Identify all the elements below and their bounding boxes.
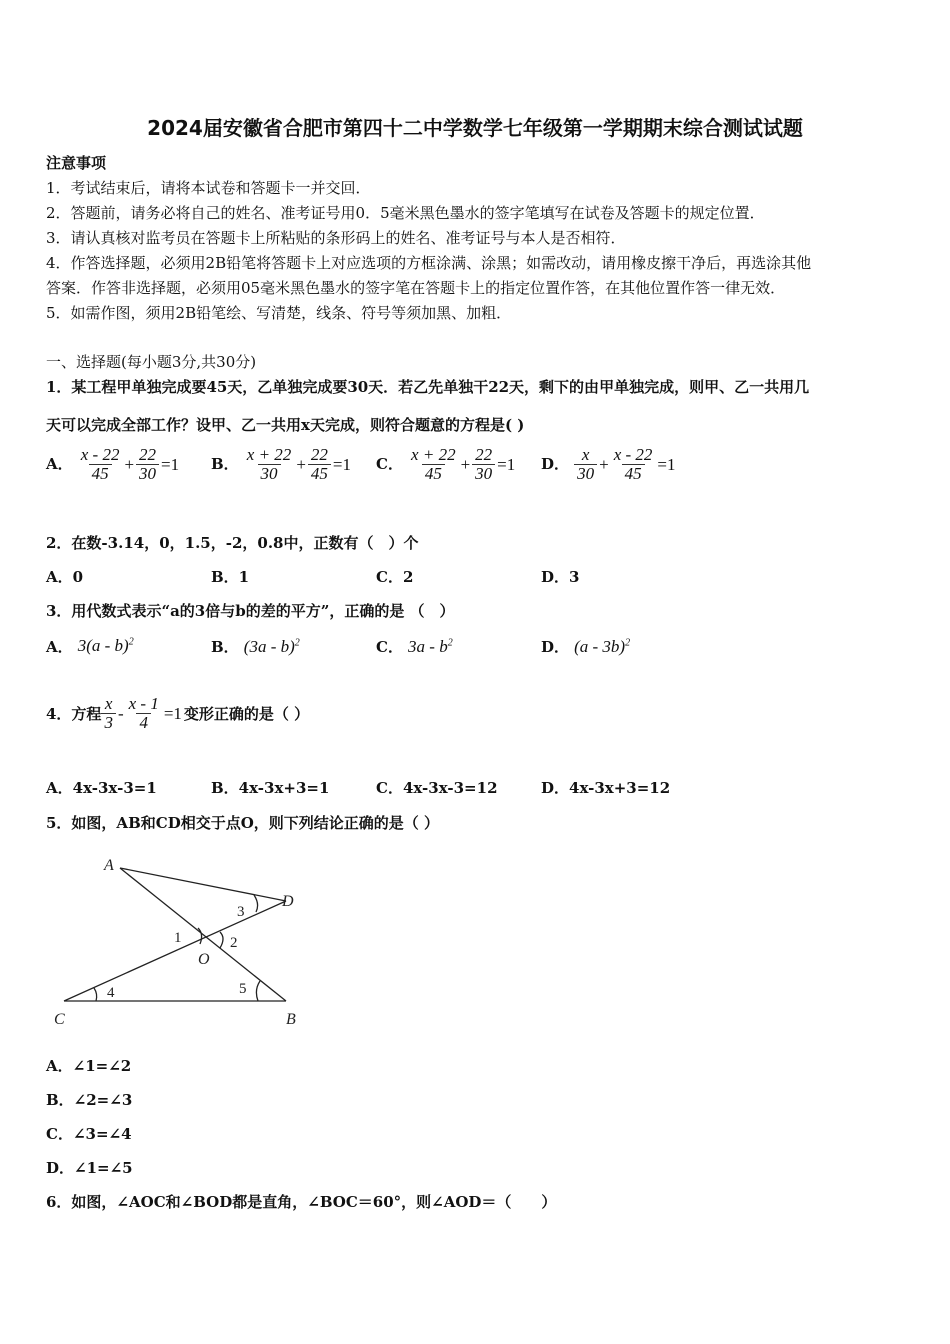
- q4-option-d[interactable]: D．4x-3x+3=12: [541, 779, 671, 797]
- option-label: B．: [211, 638, 239, 656]
- note-item: 2．答题前，请务必将自己的姓名、准考证号用0．5毫米黑色墨水的签字笔填写在试卷及答题卡的规定位置．: [46, 204, 765, 222]
- option-label: D．: [541, 638, 570, 656]
- fraction: $\frac{x + 22}{45}$: [411, 445, 456, 483]
- angle-label-3: 3: [237, 904, 245, 920]
- fraction: $\frac{22}{45}$: [308, 446, 331, 483]
- angle-label-2: 2: [230, 935, 238, 951]
- fraction: $\frac{22}{30}$: [472, 446, 495, 483]
- note-item: 答案．作答非选择题，必须用05毫米黑色墨水的签字笔在答题卡上的指定位置作答，在其他位置作答一律无效．: [46, 279, 786, 297]
- q5-option-d[interactable]: D．∠1=∠5: [46, 1159, 133, 1177]
- q1-option-c[interactable]: C． $\frac{x + 22}{45}$ + $\frac{22}{30}$ =1: [376, 445, 516, 483]
- q3-option-b[interactable]: [211, 636, 300, 657]
- angle-label-4: 4: [107, 985, 115, 1001]
- segment-ab: [120, 868, 286, 1001]
- fraction: $\frac{22}{30}$: [136, 446, 159, 483]
- q1-stem-line2: 天可以完成全部工作？设甲、乙一共用x天完成，则符合题意的方程是( ): [46, 416, 525, 434]
- note-item: 3．请认真核对监考员在答题卡上所粘贴的条形码上的姓名、准考证号与本人是否相符．: [46, 229, 626, 247]
- angle-label-1: 1: [174, 930, 182, 946]
- fraction: $\frac{x - 22}{45}$: [80, 445, 120, 483]
- page-title: 2024届安徽省合肥市第四十二中学数学七年级第一学期期末综合测试试题: [147, 116, 803, 140]
- q5-option-a[interactable]: A．∠1=∠2: [46, 1057, 132, 1075]
- q4-option-c[interactable]: C．4x-3x-3=12: [376, 779, 498, 797]
- q6-stem: 6．如图，∠AOC和∠BOD都是直角，∠BOC＝60°，则∠AOD＝（ ）: [46, 1193, 557, 1211]
- fraction: $\frac{x - 1}{4}$: [128, 694, 159, 732]
- option-label: C．: [376, 638, 403, 656]
- angle-arc-4: [94, 988, 97, 1001]
- expression: 3(a - b)$^2$: [77, 636, 134, 655]
- q4-stem: 4．方程 $\frac{x}{3}$ - $\frac{x - 1}{4}$ =1 变形正确的是（ ）: [46, 694, 310, 732]
- q4-option-b[interactable]: B．4x-3x+3=1: [211, 779, 330, 797]
- option-label: A．: [46, 455, 73, 473]
- segment-cd: [64, 901, 286, 1001]
- q2-option-a[interactable]: A．0: [46, 568, 84, 586]
- point-label-c: C: [54, 1011, 65, 1028]
- q2-option-d[interactable]: D．3: [541, 568, 580, 586]
- q3-stem: 3．用代数式表示“a的3倍与b的差的平方”，正确的是 （ ）: [46, 602, 455, 620]
- q4-option-a[interactable]: A．4x-3x-3=1: [46, 779, 157, 797]
- section-heading: 一、选择题(每小题3分,共30分): [46, 353, 257, 371]
- option-label: D．: [541, 455, 570, 473]
- point-label-a: A: [104, 857, 114, 874]
- segment-ad: [120, 868, 286, 901]
- angle-arc-2: [220, 932, 223, 948]
- option-label: B．: [211, 455, 239, 473]
- q3-option-d[interactable]: [541, 636, 630, 657]
- note-item: 1．考试结束后，请将本试卷和答题卡一并交回．: [46, 179, 371, 197]
- fraction: $\frac{x}{3}$: [101, 695, 116, 732]
- q3-option-a[interactable]: [46, 636, 134, 657]
- expression: $3a - b^2$: [408, 637, 453, 656]
- option-label: A．: [46, 638, 73, 656]
- fraction: $\frac{x + 22}{30}$: [246, 445, 292, 483]
- q1-stem-line1: 1．某工程甲单独完成要45天，乙单独完成要30天．若乙先单独干22天，剩下的由甲单独完成，则甲、乙一共用几: [46, 378, 810, 396]
- option-label: C．: [376, 455, 403, 473]
- q2-option-c[interactable]: C．2: [376, 568, 414, 586]
- q5-option-c[interactable]: C．∠3=∠4: [46, 1125, 132, 1143]
- point-label-o: O: [198, 951, 210, 968]
- note-item: 4．作答选择题，必须用2B铅笔将答题卡上对应选项的方框涂满、涂黑；如需改动，请用橡皮擦干净后，再选涂其他: [46, 254, 812, 272]
- q5-figure: [50, 852, 320, 1032]
- notes-heading: 注意事项: [46, 154, 107, 172]
- q2-option-b[interactable]: B．1: [211, 568, 250, 586]
- fraction: $\frac{x}{30}$: [574, 446, 597, 483]
- q1-option-d[interactable]: D． $\frac{x}{30}$ + $\frac{x - 22}{45}$ =1: [541, 445, 676, 483]
- point-label-d: D: [282, 893, 294, 910]
- expression: (a - 3b)$^2$: [574, 637, 631, 656]
- angle-arc-5: [256, 981, 260, 1001]
- angle-label-5: 5: [239, 981, 247, 997]
- q5-option-b[interactable]: B．∠2=∠3: [46, 1091, 133, 1109]
- point-label-b: B: [286, 1011, 296, 1028]
- q2-stem: 2．在数-3.14，0，1.5，-2，0.8中，正数有（ ）个: [46, 534, 419, 552]
- expression: (3a - b)$^2$: [243, 637, 300, 656]
- q1-option-b[interactable]: B． $\frac{x + 22}{30}$ + $\frac{22}{45}$ =1: [211, 445, 351, 483]
- q3-option-c[interactable]: [376, 636, 453, 657]
- fraction: $\frac{x - 22}{45}$: [613, 445, 653, 483]
- angle-arc-3: [254, 895, 258, 912]
- q5-stem: 5．如图，AB和CD相交于点O，则下列结论正确的是（ ）: [46, 814, 439, 832]
- q1-option-a[interactable]: A． $\frac{x - 22}{45}$ + $\frac{22}{30}$ =1: [46, 445, 180, 483]
- note-item: 5．如需作图，须用2B铅笔绘、写清楚，线条、符号等须加黑、加粗．: [46, 304, 512, 322]
